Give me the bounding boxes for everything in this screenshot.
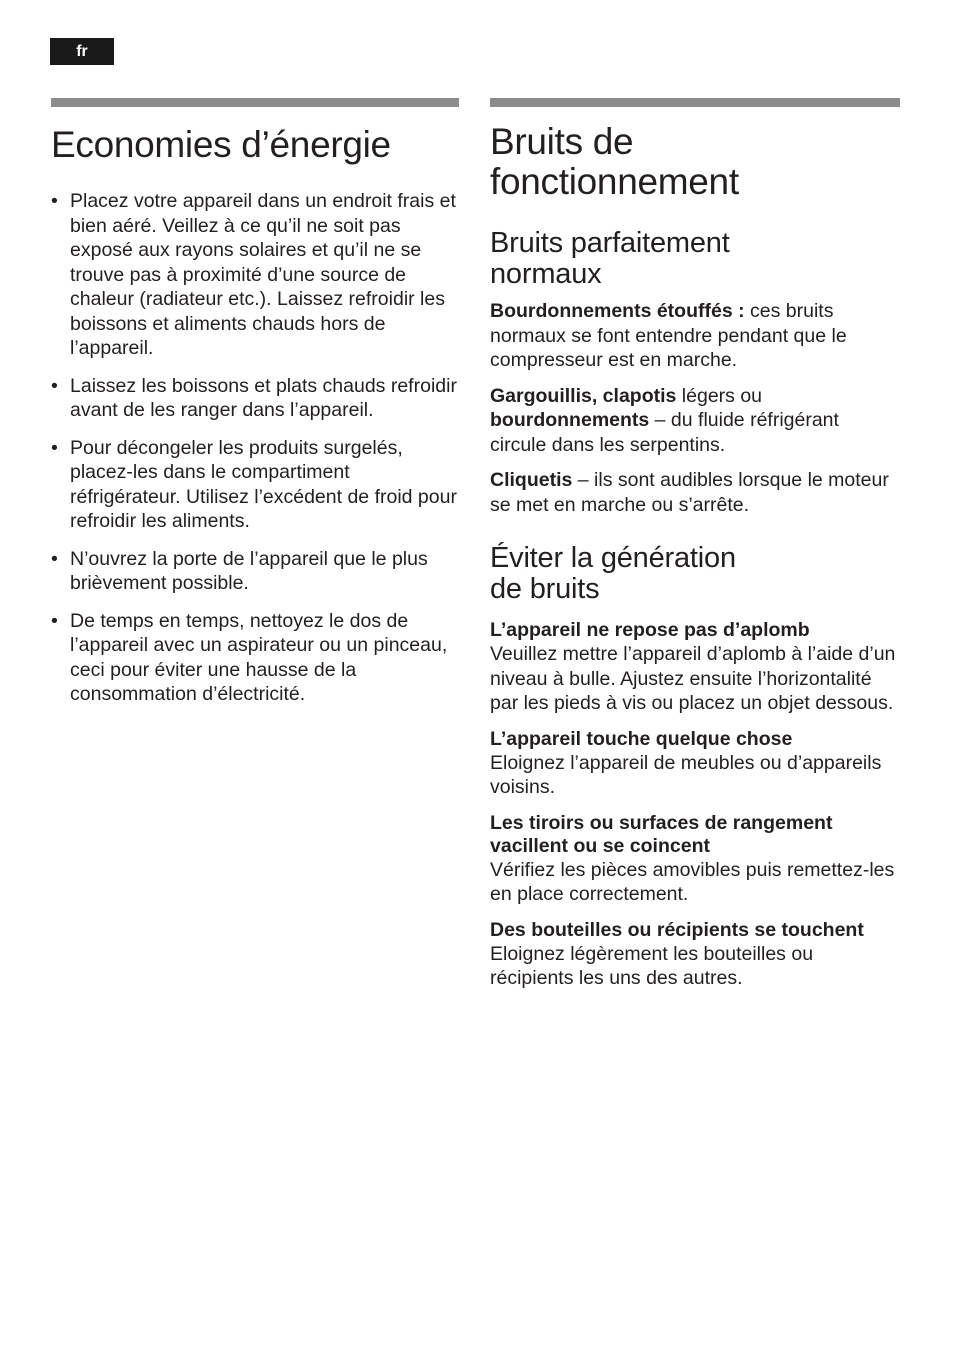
noise-term: Bourdonnements étouffés : <box>490 300 745 322</box>
noise-text: – ils sont audibles lorsque le moteur se met en marche ou s’arrête. <box>490 469 889 516</box>
issue-remedy: Eloignez légèrement les bouteilles ou récipients les uns des autres. <box>490 942 814 989</box>
noise-term: bourdonnements <box>490 409 650 431</box>
language-badge: fr <box>50 38 114 65</box>
heading-line: normaux <box>490 258 602 290</box>
issue-remedy: Vérifiez les pièces amovibles puis remettez-les en place correctement. <box>490 858 895 905</box>
noise-description <box>490 299 900 373</box>
noise-issue <box>490 728 900 800</box>
issue-title: L’appareil ne repose pas d’aplomb <box>490 619 810 641</box>
issue-title: Des bouteilles ou récipients se touchent <box>490 918 864 941</box>
issue-remedy: Eloignez l’appareil de meubles ou d’appareils voisins. <box>490 751 882 798</box>
section-divider-bar <box>490 98 900 107</box>
heading-line: Bruits parfaitement <box>490 227 730 259</box>
noise-issue <box>490 919 900 991</box>
list-item: • Laissez les boissons et plats chauds refroidir avant de les ranger dans l’appareil. <box>51 374 459 423</box>
energy-tips-list <box>51 189 459 707</box>
noise-description <box>490 384 900 458</box>
issue-title: L’appareil touche quelque chose <box>490 727 793 750</box>
title-line: Bruits de <box>490 121 634 162</box>
heading-line: de bruits <box>490 573 600 605</box>
list-item: • N’ouvrez la porte de l’appareil que le plus brièvement possible. <box>51 547 459 596</box>
list-item: • De temps en temps, nettoyez le dos de l’appareil avec un aspirateur ou un pinceau, ceci pour éviter une hausse de la consommation d’électricité. <box>51 609 459 707</box>
section-divider-bar <box>51 98 459 107</box>
noise-term: Cliquetis <box>490 469 573 491</box>
list-item: • Placez votre appareil dans un endroit frais et bien aéré. Veillez à ce qu’il ne soit pas exposé aux rayons solaires et qu’il ne se trouve pas à proximité d’une source de chaleur (radiateur etc.). Laissez refroidir les boissons et aliments chauds hors de l’appareil. <box>51 189 459 361</box>
noise-text: ces bruits normaux se font entendre pendant que le compresseur est en marche. <box>490 300 847 371</box>
noise-term: Gargouillis, clapotis <box>490 384 677 407</box>
issue-remedy: Veuillez mettre l’appareil d’aplomb à l’aide d’un niveau à bulle. Ajustez ensuite l’horizontalité par les pieds à vis ou placez un objet dessous. <box>490 643 896 714</box>
issue-title: Les tiroirs ou surfaces de rangement vacillent ou se coincent <box>490 811 833 857</box>
list-item: • Pour décongeler les produits surgelés, placez-les dans le compartiment réfrigérateur. Utilisez l’excédent de froid pour refroidir les aliments. <box>51 436 459 534</box>
heading-line: Éviter la génération <box>490 542 736 574</box>
normal-noises-heading <box>490 228 900 290</box>
operating-noise-title <box>490 122 900 202</box>
noise-issue <box>490 619 900 716</box>
avoid-noise-heading <box>490 543 900 605</box>
noise-text: – du fluide réfrigérant circule dans les serpentins. <box>490 409 839 456</box>
operating-noise-section <box>490 98 900 991</box>
noise-description <box>490 468 900 517</box>
energy-saving-title: Economies d’énergie <box>51 124 391 165</box>
title-line: fonctionnement <box>490 161 739 202</box>
energy-saving-section <box>51 98 459 720</box>
noise-text: légers ou <box>676 384 763 407</box>
noise-issue <box>490 812 900 907</box>
